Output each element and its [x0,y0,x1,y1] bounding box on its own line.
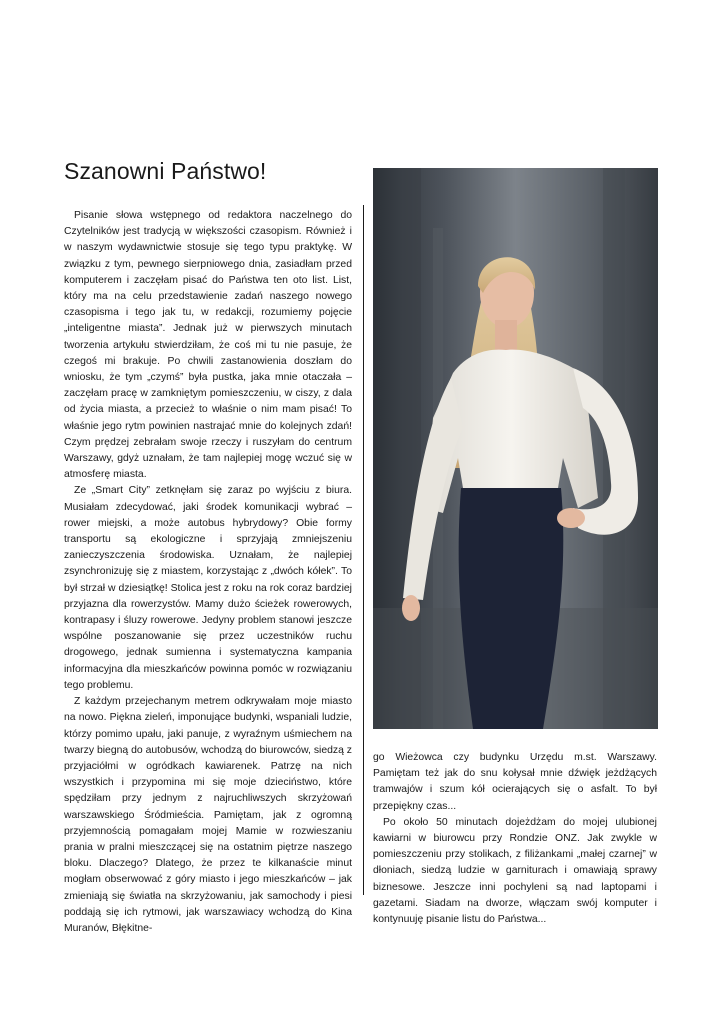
paragraph: Po około 50 minutach dojeżdżam do mojej ulubionej kawiarni w biurowcu przy Rondzie ONZ. Jak zwykle w pomieszczeniu przy stolikach, z filiżankami „małej czarnej” w dłoniach, siedzą ludzie w garniturach i omawiają sprawy biznesowe. Jeszcze inni pochyleni są nad laptopami i gazetami. Siadam na dworze, włączam swój komputer i kontynuuję pisanie listu do Państwa... [373,816,657,926]
portrait-photo [373,168,658,729]
paragraph: go Wieżowca czy budynku Urzędu m.st. Warszawy. Pamiętam też jak do snu kołysał mnie dźwięk jeżdżących tramwajów i szum kół ocierających się o asfalt. To był przepiękny czas... [373,752,657,812]
paragraph: Pisanie słowa wstępnego od redaktora naczelnego do Czytelników jest tradycją w większości czasopism. Również i w naszym wydawnictwie stosuje się tego typu praktykę. W związku z tym, pewnego sierpniowego dnia, zasiadłam przed komputerem i zaczęłam pisać do Państwa ten oto list. List, który ma na celu przedstawienie zadań naszego nowego czasopisma i tego jak tu, w redakcji, rozumiemy pojęcie „inteligentne miasta”. Jednak już w pierwszych minutach tworzenia artykułu stwierdziłam, że coś mi tu nie pasuje, że czegoś mi brakuje. Po chwili zastanowienia doszłam do wniosku, że tym „czymś” była pustka, jaka mnie otaczała – zaczęłam pracę w zamkniętym pomieszczeniu, w ciszy, z dala od życia miasta, a przecież to właśnie o nim mam pisać! To właśnie jego rytm powinien nastrajać mnie do kolejnych zdań! Czym prędzej zebrałam swoje rzeczy i ruszyłam do centrum Warszawy, gdyż uznałam, że tam najlepiej mogę wczuć się w atmosferę miasta. [64,210,352,481]
page-title: Szanowni Państwo! [64,158,267,184]
paragraph: Z każdym przejechanym metrem odkrywałam moje miasto na nowo. Piękna zieleń, imponujące budynki, wspaniali ludzie, którzy pomimo upału, jaki panuje, z wyraźnym uśmiechem na twarzy biegną do autobusów, wchodzą do biurowców, siedzą z przyjaciółmi w ogródkach kawiarenek. Patrzę na nich wszystkich i przypomina mi się moje dzieciństwo, które spędziłam przy jednym z najruchliwszych skrzyżowań warszawskiego Śródmieścia. Pamiętam, jak z ogromną przyjemnością pomagałam mojej Mamie w rozwieszaniu prania w pralni mieszczącej się na ostatnim piętrze naszego bloku. Dlaczego? Dlatego, że przez te kilkanaście minut mogłam obserwować z góry miasto i jego mieszkańców – jak zmieniają się światła na skrzyżowaniu, jak samochody i piesi poddają się ich rytmowi, jak warszawiacy wchodzą do Kina Muranów, Błękitne- [64,696,352,934]
portrait-photo-icon [373,168,658,729]
column-divider [363,205,364,895]
article-column-right [373,750,657,928]
article-column-left [64,208,352,937]
paragraph: Ze „Smart City” zetknęłam się zaraz po wyjściu z biura. Musiałam zdecydować, jaki środek komunikacji wybrać – rower miejski, a może autobus hybrydowy? Obie formy transportu są ekologiczne i sprzyjają zmniejszeniu zanieczyszczenia środowiska. Uznałam, że najlepiej zsynchronizuję się z miastem, korzystając z „dwóch kółek”. To był strzał w dziesiątkę! Stolica jest z roku na rok coraz bardziej przyjazna dla rowerzystów. Mamy dużo ścieżek rowerowych, kontrapasy i śluzy rowerowe. Jedyny problem stanowi jeszcze wspólne poszanowanie się przez uczestników ruchu drogowego, jednak sumienna i systematyczna kampania informacyjna dla mieszkańców powinna pomóc w rozwiązaniu tego problemu. [64,485,352,691]
